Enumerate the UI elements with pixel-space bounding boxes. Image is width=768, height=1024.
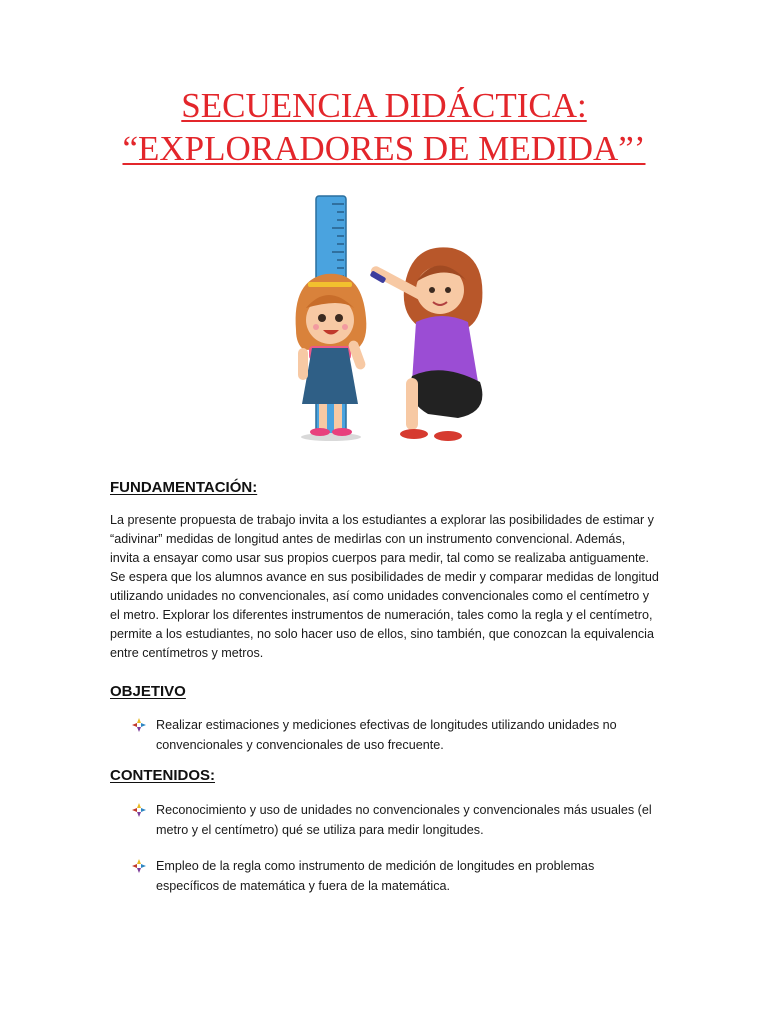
list-item-text: Reconocimiento y uso de unidades no convencionales y convencionales más usuales (el <box>156 803 652 817</box>
paragraph-line: “adivinar” medidas de longitud antes de medirlas con un instrumento convencional. Además, <box>110 532 626 546</box>
list-item <box>132 715 672 755</box>
diamond-bullet-icon <box>132 856 156 896</box>
diamond-bullet-icon <box>132 715 156 755</box>
paragraph-line: utilizando unidades no convencionales, así como unidades convencionales como el centímetro y <box>110 589 650 603</box>
document-title-line-2: “EXPLORADORES DE MEDIDA”’ <box>122 129 646 168</box>
list-item-text: Empleo de la regla como instrumento de medición de longitudes en problemas <box>156 859 595 873</box>
paragraph-line: Se espera que los alumnos avance en sus posibilidades de medir y comparar medidas de longitud <box>110 570 659 584</box>
list-item-text: convencionales y convencionales de uso frecuente. <box>156 738 444 752</box>
paragraph-line: invita a ensayar como usar sus propios cuerpos para medir, tal como se realizaba antiguamente. <box>110 551 650 565</box>
list-item <box>132 800 672 840</box>
paragraph-line: entre centímetros y metros. <box>110 646 264 660</box>
paragraph-line: permite a los estudiantes, no solo hacer uso de ellos, sino también, que conozcan la equivalencia <box>110 627 654 641</box>
child-height-measurement-illustration <box>282 190 502 450</box>
section-heading-fundamentacion: FUNDAMENTACIÓN: <box>110 479 258 496</box>
list-item-text: específicos de matemática y fuera de la matemática. <box>156 879 450 893</box>
list-item <box>132 856 672 896</box>
paragraph-line: el metro. Explorar los diferentes instrumentos de numeración, tales como la regla y el centímetro, <box>110 608 653 622</box>
fundamentacion-paragraph <box>110 511 680 663</box>
teacher-figure <box>369 247 482 441</box>
list-item-text: metro y el centímetro) qué se utiliza para medir longitudes. <box>156 823 484 837</box>
diamond-bullet-icon <box>132 800 156 840</box>
section-heading-objetivo: OBJETIVO <box>110 683 186 700</box>
document-title-line-1: SECUENCIA DIDÁCTICA: <box>181 86 587 125</box>
list-item-text: Realizar estimaciones y mediciones efectivas de longitudes utilizando unidades no <box>156 718 617 732</box>
section-heading-contenidos: CONTENIDOS: <box>110 767 215 784</box>
paragraph-line: La presente propuesta de trabajo invita a los estudiantes a explorar las posibilidades de estimar y <box>110 513 654 527</box>
